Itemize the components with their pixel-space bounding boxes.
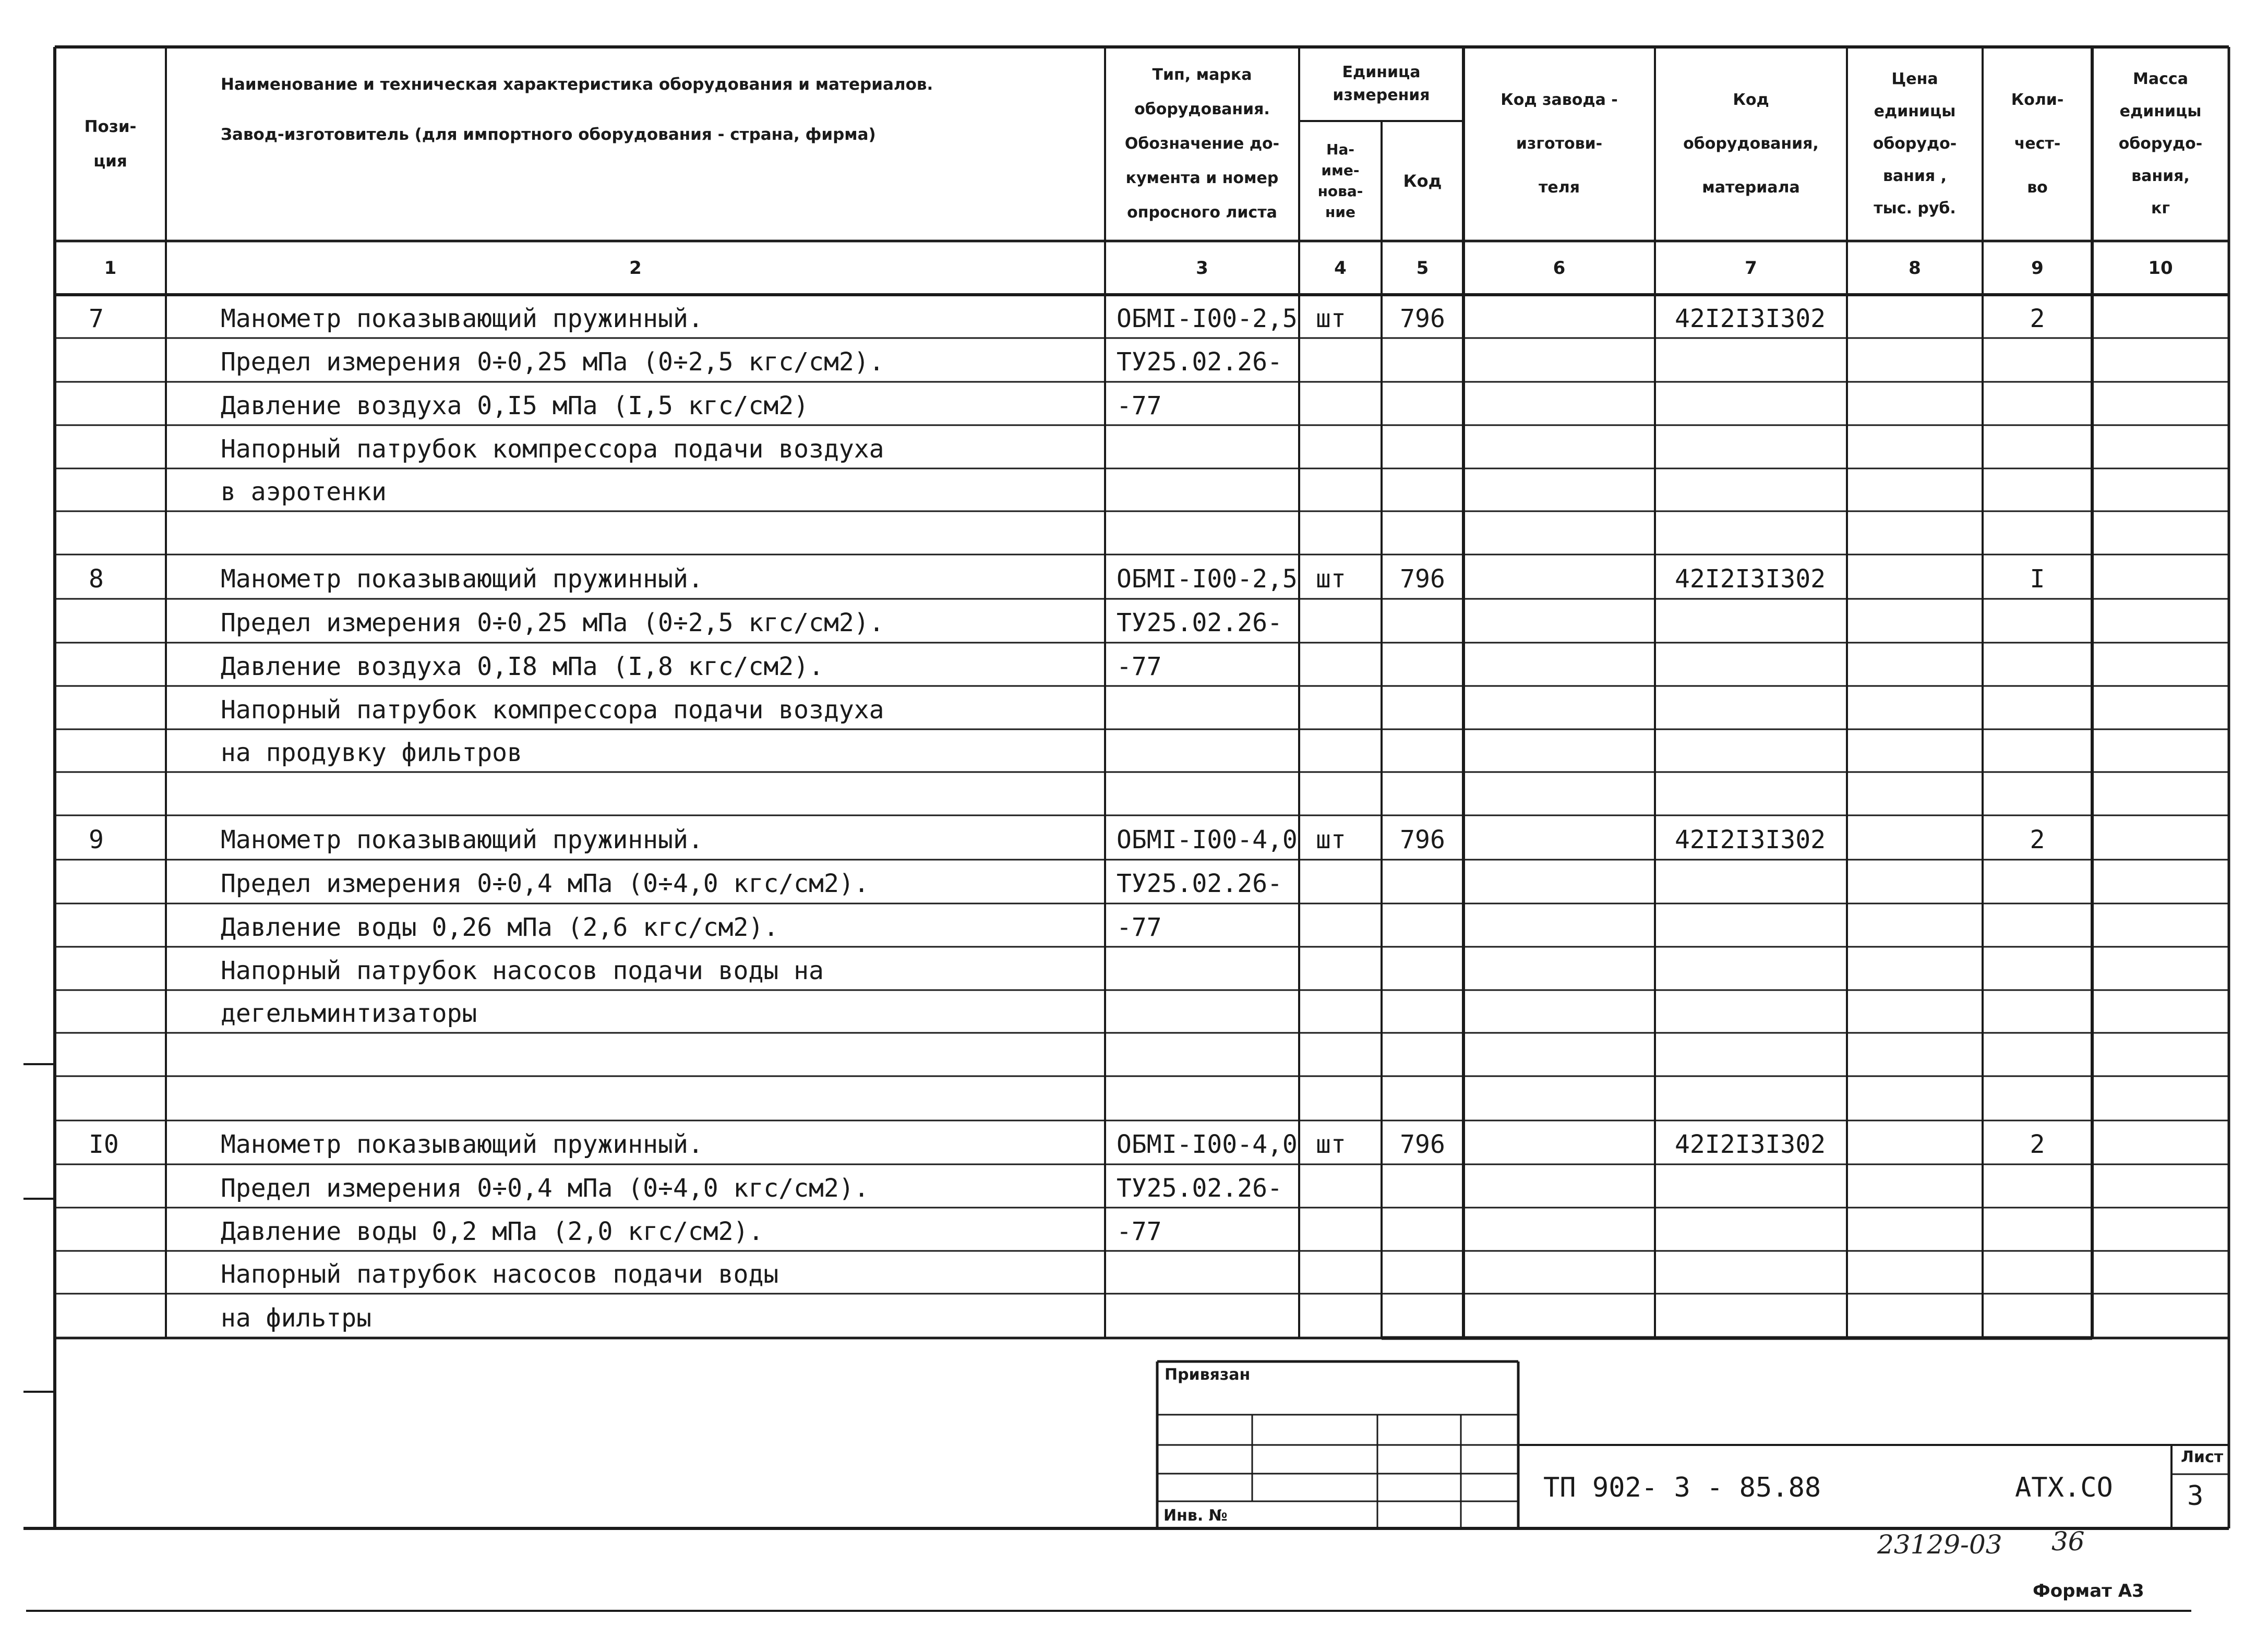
row-description: Давление воды 0,2 мПа (2,0 кгс/см2).: [221, 1216, 764, 1246]
row-unit-code: 796: [1400, 1130, 1445, 1159]
header-unit-group: Единица измерения: [1333, 63, 1430, 104]
row-description: на продувку фильтров: [221, 738, 522, 767]
bound-label: Привязан: [1165, 1366, 1251, 1384]
row-quantity: 2: [2030, 825, 2045, 854]
row-description: Предел измерения 0÷0,25 мПа (0÷2,5 кгс/см2).: [221, 608, 884, 637]
row-description: Давление воды 0,26 мПа (2,6 кгс/см2).: [221, 912, 779, 942]
row-description: Манометр показывающий пружинный.: [221, 1130, 703, 1159]
column-number: 1: [104, 257, 117, 279]
document-code: ТП 902- 3 - 85.88: [1543, 1472, 1821, 1503]
row-type-mark: ОБМI-I00-4,0: [1117, 1130, 1298, 1159]
header-quantity: Коли- чест- во: [2011, 91, 2064, 197]
row-unit-name: шт: [1316, 564, 1346, 594]
row-quantity: 2: [2030, 1130, 2045, 1159]
row-type-mark: ОБМI-I00-4,0: [1117, 825, 1298, 854]
header-mass: Масса единицы оборудо- вания, кг: [2118, 70, 2203, 218]
row-description: Напорный патрубок компрессора подачи воздуха: [221, 434, 884, 464]
row-description: Напорный патрубок насосов подачи воды: [221, 1260, 779, 1289]
row-type-mark: ТУ25.02.26-: [1117, 347, 1282, 377]
column-number: 10: [2148, 257, 2173, 279]
row-position: 7: [89, 304, 104, 333]
row-description: Напорный патрубок насосов подачи воды на: [221, 956, 824, 985]
row-position: I0: [89, 1130, 119, 1159]
row-position: 8: [89, 564, 104, 594]
row-description: Напорный патрубок компрессора подачи воздуха: [221, 695, 884, 725]
column-number: 4: [1334, 257, 1347, 279]
row-type-mark: -77: [1117, 912, 1162, 942]
row-equipment-code: 42I2I3I302: [1675, 1130, 1826, 1159]
header-equipment-code: Код оборудования, материала: [1683, 91, 1819, 197]
sheet-number: 3: [2187, 1480, 2204, 1512]
row-unit-name: шт: [1316, 1130, 1346, 1159]
row-description: Манометр показывающий пружинный.: [221, 304, 703, 333]
row-type-mark: ТУ25.02.26-: [1117, 1173, 1282, 1203]
row-position: 9: [89, 825, 104, 854]
row-description: Давление воздуха 0,I8 мПа (I,8 кгс/см2).: [221, 652, 824, 681]
row-quantity: 2: [2030, 304, 2045, 333]
row-description: Давление воздуха 0,I5 мПа (I,5 кгс/см2): [221, 391, 809, 420]
header-type: Тип, марка оборудования. Обозначение до- кумента и номер опросного листа: [1124, 66, 1280, 222]
row-description: Предел измерения 0÷0,4 мПа (0÷4,0 кгс/см2).: [221, 869, 869, 898]
sheet-label: Лист: [2181, 1448, 2224, 1466]
row-description: в аэротенки: [221, 477, 387, 507]
column-number: 7: [1745, 257, 1757, 279]
row-description: Предел измерения 0÷0,25 мПа (0÷2,5 кгс/см2).: [221, 347, 884, 377]
row-description: дегельминтизаторы: [221, 999, 477, 1028]
column-number: 9: [2031, 257, 2044, 279]
row-type-mark: ОБМI-I00-2,5: [1117, 564, 1298, 594]
header-unit-name: На- име- нова- ние: [1317, 141, 1363, 221]
row-type-mark: -77: [1117, 391, 1162, 420]
row-description: Манометр показывающий пружинный.: [221, 564, 703, 594]
row-equipment-code: 42I2I3I302: [1675, 564, 1826, 594]
row-type-mark: -77: [1117, 1216, 1162, 1246]
archive-number: 23129-03: [1877, 1529, 2002, 1560]
column-number: 3: [1196, 257, 1208, 279]
column-number: 8: [1909, 257, 1921, 279]
column-number: 6: [1553, 257, 1566, 279]
row-unit-code: 796: [1400, 304, 1445, 333]
header-factory-code: Код завода - изготови- теля: [1501, 91, 1618, 197]
row-type-mark: ТУ25.02.26-: [1117, 869, 1282, 898]
archive-page: 36: [2051, 1526, 2085, 1557]
row-equipment-code: 42I2I3I302: [1675, 825, 1826, 854]
row-type-mark: ОБМI-I00-2,5: [1117, 304, 1298, 333]
format-label: Формат А3: [2033, 1581, 2144, 1601]
column-number: 5: [1416, 257, 1429, 279]
header-unit-code: Код: [1403, 171, 1442, 191]
row-type-mark: -77: [1117, 652, 1162, 681]
row-unit-name: шт: [1316, 304, 1346, 333]
row-unit-name: шт: [1316, 825, 1346, 854]
column-number: 2: [629, 257, 642, 279]
row-quantity: I: [2030, 564, 2045, 594]
section-code: АТХ.СО: [2015, 1472, 2113, 1503]
row-unit-code: 796: [1400, 825, 1445, 854]
row-type-mark: ТУ25.02.26-: [1117, 608, 1282, 637]
header-price: Цена единицы оборудо- вания , тыс. руб.: [1873, 70, 1957, 218]
inventory-label: Инв. №: [1163, 1507, 1228, 1525]
row-description: Предел измерения 0÷0,4 мПа (0÷4,0 кгс/см2).: [221, 1173, 869, 1203]
header-name: Наименование и техническая характеристика оборудования и материалов. Завод-изготовитель (для импортного оборудования - страна, фирма): [221, 75, 933, 144]
row-equipment-code: 42I2I3I302: [1675, 304, 1826, 333]
row-description: Манометр показывающий пружинный.: [221, 825, 703, 854]
header-position: Пози- ция: [84, 117, 137, 171]
row-description: на фильтры: [221, 1303, 371, 1333]
row-unit-code: 796: [1400, 564, 1445, 594]
